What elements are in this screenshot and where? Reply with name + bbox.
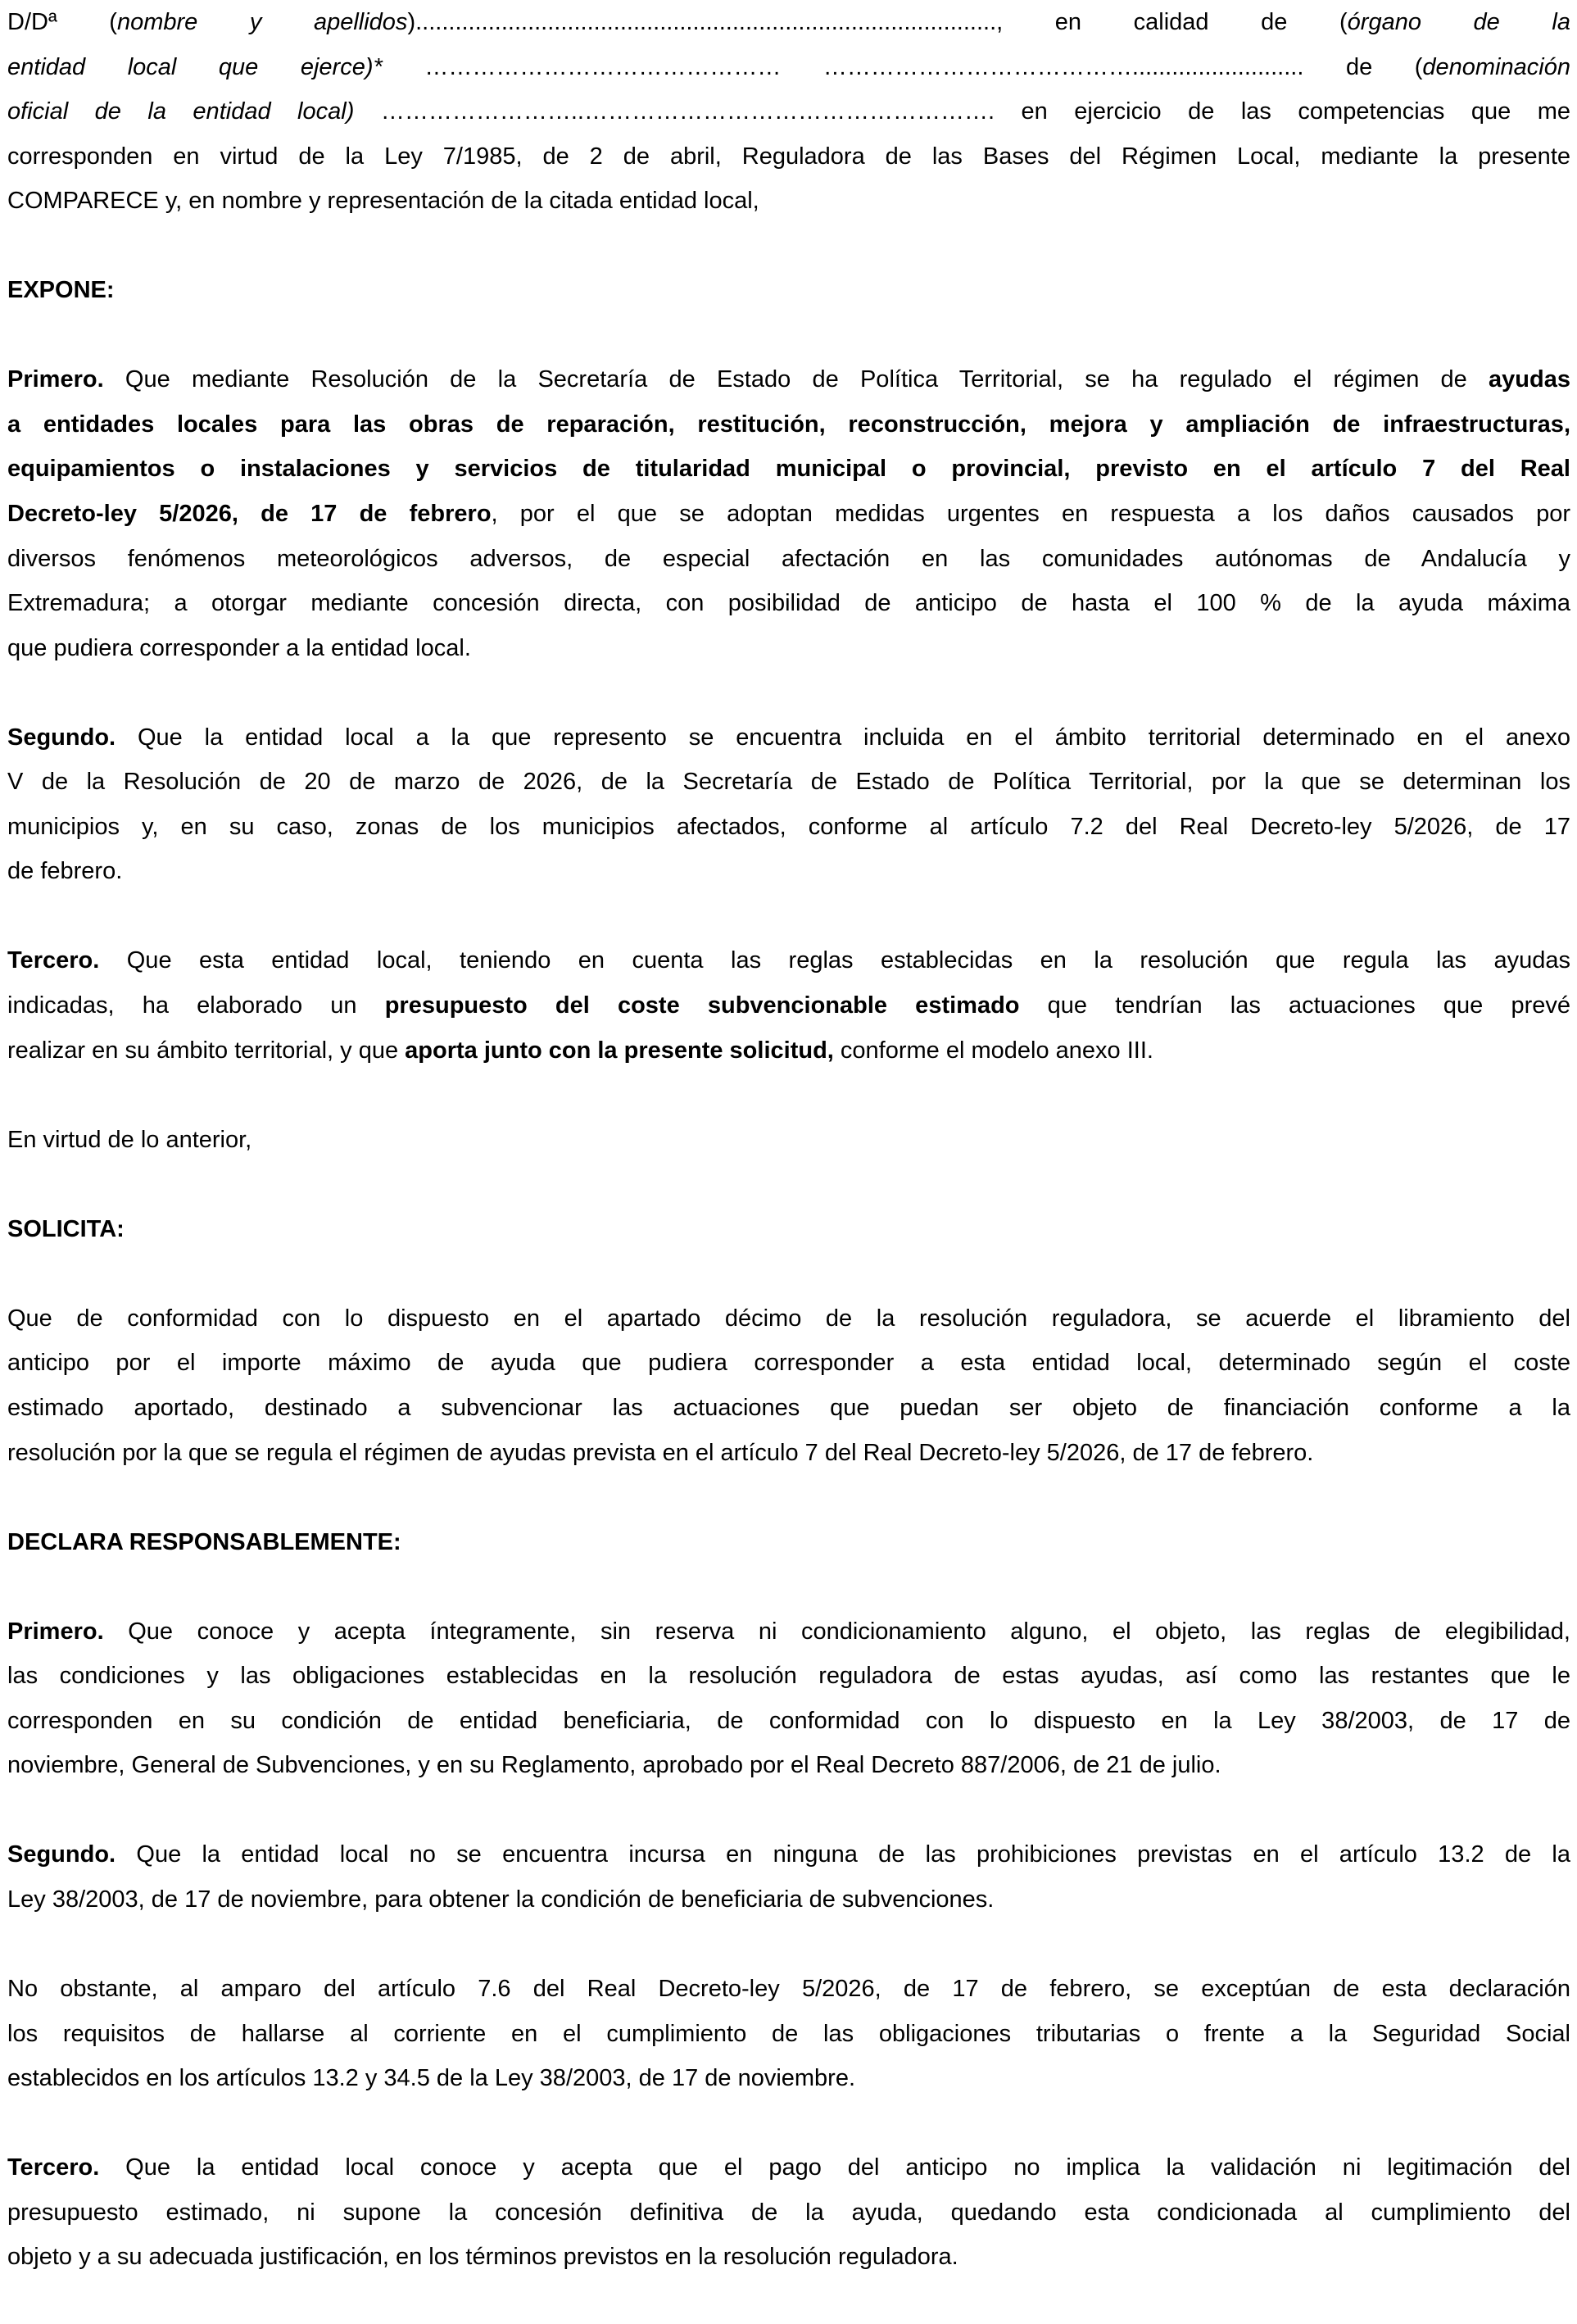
text-run: resolución por la que se regula el régimen de ayudas prevista en el artículo 7 del Real Decreto-ley 5/2026, de 17 de febrero. bbox=[7, 1439, 1314, 1466]
text-line bbox=[7, 1118, 1570, 1163]
text-line bbox=[7, 1386, 1570, 1431]
italic-text: entidad local que ejerce)* bbox=[7, 53, 383, 80]
text-line bbox=[7, 1207, 1570, 1252]
bold-text: aporta junto con la presente solicitud, bbox=[405, 1037, 834, 1064]
text-line bbox=[7, 45, 1570, 90]
paragraph-declara-tercero bbox=[7, 2145, 1570, 2280]
text-line bbox=[7, 1431, 1570, 1476]
bold-text: SOLICITA: bbox=[7, 1215, 125, 1242]
text-run: Que mediante Resolución de la Secretaría de Estado de Política Territorial, se ha regulado el régimen de bbox=[103, 366, 1489, 393]
text-run: establecidos en los artículos 13.2 y 34.5 de la Ley 38/2003, de 17 de noviembre. bbox=[7, 2065, 856, 2092]
text-run: En virtud de lo anterior, bbox=[7, 1126, 252, 1153]
paragraph-expone-heading bbox=[7, 268, 1570, 313]
text-run: Extremadura; a otorgar mediante concesión directa, con posibilidad de anticipo de hasta el 100 % de la ayuda máxima bbox=[7, 590, 1570, 617]
document-body bbox=[7, 0, 1570, 2324]
text-run: )........................................................................................, en calidad de ( bbox=[407, 9, 1348, 35]
bold-text: Primero. bbox=[7, 1618, 104, 1645]
paragraph-expone-primero bbox=[7, 357, 1570, 670]
bold-text: Tercero. bbox=[7, 947, 100, 974]
paragraph-solicita-texto bbox=[7, 1296, 1570, 1475]
text-line bbox=[7, 581, 1570, 626]
text-run: conforme el modelo anexo III. bbox=[833, 1037, 1153, 1064]
italic-text: denominación bbox=[1422, 53, 1570, 80]
text-line bbox=[7, 983, 1570, 1028]
text-run: ……………………..……………………………………………. en ejercicio de las competencias que me bbox=[354, 98, 1570, 125]
text-run: ……………………………………… ………………………………….......................... de ( bbox=[382, 53, 1423, 80]
bold-text: Segundo. bbox=[7, 724, 116, 751]
text-run: los requisitos de hallarse al corriente en el cumplimiento de las obligaciones tributarias o frente a la Seguridad Social bbox=[7, 2020, 1570, 2047]
bold-text: Decreto-ley 5/2026, de 17 de febrero bbox=[7, 501, 492, 528]
bold-text: ayudas bbox=[1489, 366, 1570, 393]
text-line bbox=[7, 626, 1570, 671]
text-run: corresponden en virtud de la Ley 7/1985, de 2 de abril, Reguladora de las Bases del Régimen Local, mediante la presente bbox=[7, 143, 1570, 170]
text-run: COMPARECE y, en nombre y representación de la citada entidad local, bbox=[7, 188, 759, 215]
bold-text: Primero. bbox=[7, 366, 104, 393]
text-line bbox=[7, 1296, 1570, 1341]
bold-text: equipamientos o instalaciones y servicios de titularidad municipal o provincial, previsto en el artículo 7 del Real bbox=[7, 456, 1570, 483]
text-line bbox=[7, 492, 1570, 537]
text-line bbox=[7, 1967, 1570, 2012]
italic-text: nombre y apellidos bbox=[116, 9, 408, 35]
paragraph-en-virtud bbox=[7, 1118, 1570, 1163]
text-line bbox=[7, 1341, 1570, 1386]
paragraph-declara-primero bbox=[7, 1609, 1570, 1788]
bold-text: DECLARA RESPONSABLEMENTE: bbox=[7, 1528, 401, 1555]
paragraph-no-obstante bbox=[7, 1967, 1570, 2101]
text-line bbox=[7, 179, 1570, 224]
text-line bbox=[7, 134, 1570, 179]
text-line bbox=[7, 2235, 1570, 2280]
text-line bbox=[7, 1654, 1570, 1699]
text-line bbox=[7, 849, 1570, 894]
paragraph-declara-segundo bbox=[7, 1832, 1570, 1922]
text-line bbox=[7, 805, 1570, 850]
text-line bbox=[7, 1699, 1570, 1744]
text-run: municipios y, en su caso, zonas de los municipios afectados, conforme al artículo 7.2 del Real Decreto-ley 5/2026, de 17 bbox=[7, 813, 1570, 840]
text-line bbox=[7, 268, 1570, 313]
text-line bbox=[7, 1743, 1570, 1788]
bold-text: Segundo. bbox=[7, 1841, 116, 1868]
text-line bbox=[7, 0, 1570, 45]
text-run: Que la entidad local no se encuentra incursa en ninguna de las prohibiciones previstas en el artículo 13.2 de la bbox=[116, 1841, 1570, 1868]
bold-text: a entidades locales para las obras de reparación, restitución, reconstrucción, mejora y ampliación de infraestructuras, bbox=[7, 411, 1570, 438]
text-line bbox=[7, 537, 1570, 582]
text-run: estimado aportado, destinado a subvencionar las actuaciones que puedan ser objeto de financiación conforme a la bbox=[7, 1394, 1570, 1421]
text-line bbox=[7, 357, 1570, 402]
paragraph-solicita-heading bbox=[7, 1207, 1570, 1252]
text-line bbox=[7, 89, 1570, 134]
bold-text: presupuesto del coste subvencionable estimado bbox=[384, 992, 1020, 1019]
text-run: de febrero. bbox=[7, 858, 123, 885]
text-run: anticipo por el importe máximo de ayuda que pudiera corresponder a esta entidad local, determinado según el coste bbox=[7, 1350, 1570, 1377]
text-run: corresponden en su condición de entidad beneficiaria, de conformidad con lo dispuesto en la Ley 38/2003, de 17 de bbox=[7, 1707, 1570, 1734]
text-run: presupuesto estimado, ni supone la concesión definitiva de la ayuda, quedando esta condicionada al cumplimiento del bbox=[7, 2199, 1570, 2226]
text-run: las condiciones y las obligaciones establecidas en la resolución reguladora de estas ayudas, así como las restantes que le bbox=[7, 1663, 1570, 1690]
text-run: noviembre, General de Subvenciones, y en su Reglamento, aprobado por el Real Decreto 887/2006, de 21 de julio. bbox=[7, 1752, 1221, 1779]
text-run: , por el que se adoptan medidas urgentes en respuesta a los daños causados por bbox=[491, 501, 1570, 528]
text-run: Que la entidad local a la que represento se encuentra incluida en el ámbito territorial determinado en el anexo bbox=[116, 724, 1570, 751]
text-line bbox=[7, 1877, 1570, 1922]
bold-text: Tercero. bbox=[7, 2154, 100, 2181]
text-line bbox=[7, 760, 1570, 805]
text-run: realizar en su ámbito territorial, y que bbox=[7, 1037, 406, 1064]
text-line bbox=[7, 1028, 1570, 1073]
text-line bbox=[7, 1832, 1570, 1877]
text-run: Que esta entidad local, teniendo en cuenta las reglas establecidas en la resolución que regula las ayudas bbox=[99, 947, 1570, 974]
text-line bbox=[7, 2056, 1570, 2101]
text-line bbox=[7, 1520, 1570, 1565]
text-line bbox=[7, 402, 1570, 447]
text-run: objeto y a su adecuada justificación, en los términos previstos en la resolución reguladora. bbox=[7, 2244, 958, 2271]
italic-text: oficial de la entidad local) bbox=[7, 98, 355, 125]
text-line bbox=[7, 715, 1570, 760]
text-run: No obstante, al amparo del artículo 7.6 del Real Decreto-ley 5/2026, de 17 de febrero, se exceptúan de esta declaración bbox=[7, 1976, 1570, 2003]
text-run: que pudiera corresponder a la entidad local. bbox=[7, 634, 471, 661]
text-line bbox=[7, 1609, 1570, 1654]
text-run: Que conoce y acepta íntegramente, sin reserva ni condicionamiento alguno, el objeto, las reglas de elegibilidad, bbox=[103, 1618, 1570, 1645]
text-line bbox=[7, 938, 1570, 983]
text-run: indicadas, ha elaborado un bbox=[7, 992, 385, 1019]
paragraph-declara-heading bbox=[7, 1520, 1570, 1565]
text-line bbox=[7, 447, 1570, 492]
text-run: diversos fenómenos meteorológicos adversos, de especial afectación en las comunidades autónomas de Andalucía y bbox=[7, 545, 1570, 572]
text-line bbox=[7, 2190, 1570, 2235]
text-run: Que de conformidad con lo dispuesto en el apartado décimo de la resolución reguladora, se acuerde el libramiento del bbox=[7, 1305, 1570, 1332]
text-run: V de la Resolución de 20 de marzo de 2026, de la Secretaría de Estado de Política Territorial, por la que se determinan los bbox=[7, 769, 1570, 796]
italic-text: órgano de la bbox=[1347, 9, 1570, 35]
text-run: Ley 38/2003, de 17 de noviembre, para obtener la condición de beneficiaria de subvenciones. bbox=[7, 1886, 995, 1913]
paragraph-comparecencia bbox=[7, 0, 1570, 224]
bold-text: EXPONE: bbox=[7, 277, 115, 304]
text-run: D/Dª ( bbox=[7, 9, 117, 35]
text-run: que tendrían las actuaciones que prevé bbox=[1019, 992, 1571, 1019]
text-run: Que la entidad local conoce y acepta que el pago del anticipo no implica la validación ni legitimación del bbox=[99, 2154, 1570, 2181]
paragraph-expone-tercero bbox=[7, 938, 1570, 1073]
text-line bbox=[7, 2012, 1570, 2057]
text-line bbox=[7, 2145, 1570, 2190]
paragraph-expone-segundo bbox=[7, 715, 1570, 894]
